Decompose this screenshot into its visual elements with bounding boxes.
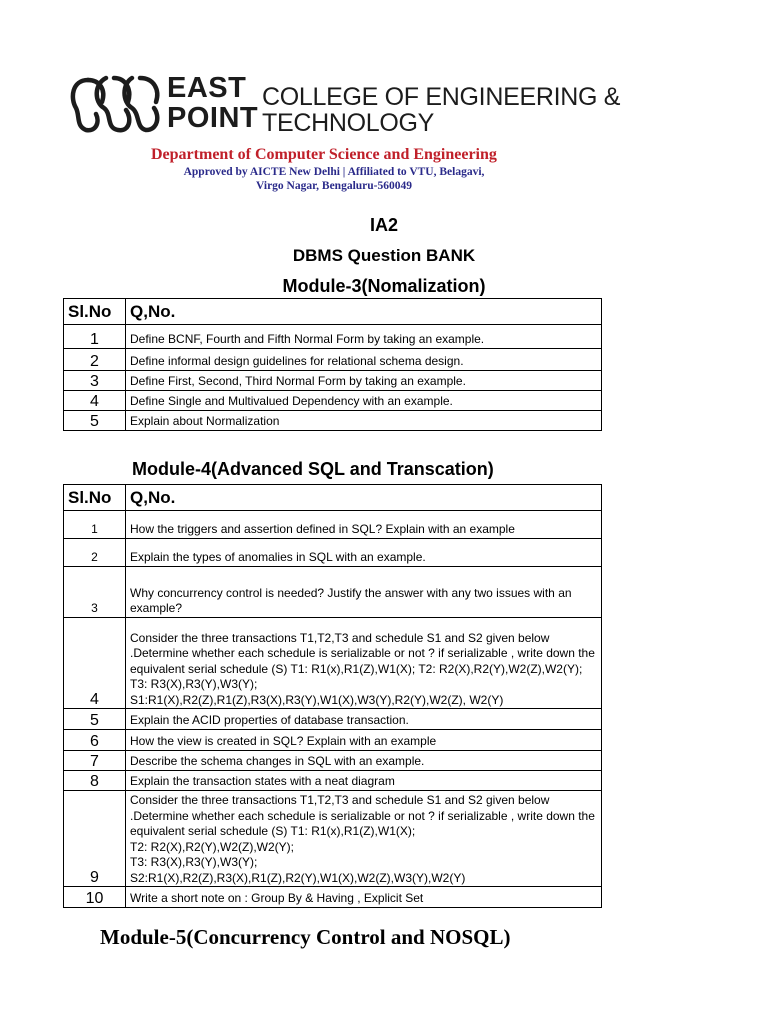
table-row [64, 371, 602, 391]
question-text: Explain the types of anomalies in SQL with an example. [126, 539, 602, 567]
question-number: 6 [64, 730, 126, 751]
question-number: 3 [64, 567, 126, 618]
question-text: Explain the transaction states with a neat diagram [126, 771, 602, 791]
question-text: Define informal design guidelines for relational schema design. [126, 349, 602, 371]
question-number: 10 [64, 887, 126, 908]
question-text: Define First, Second, Third Normal Form by taking an example. [126, 371, 602, 391]
table-row [64, 751, 602, 771]
question-number: 1 [64, 511, 126, 539]
question-number: 2 [64, 349, 126, 371]
question-number: 4 [64, 391, 126, 411]
table-row [64, 511, 602, 539]
module5-title: Module-5(Concurrency Control and NOSQL) [100, 925, 511, 949]
question-number: 4 [64, 618, 126, 709]
question-text: Explain about Normalization [126, 411, 602, 431]
logo-word-east: EAST [167, 72, 247, 104]
question-number: 9 [64, 791, 126, 887]
question-text: Define BCNF, Fourth and Fifth Normal Form by taking an example. [126, 325, 602, 349]
college-name-line1: COLLEGE OF ENGINEERING & [262, 83, 621, 111]
college-logo-icon [66, 72, 164, 136]
question-number: 5 [64, 709, 126, 730]
table-row [64, 618, 602, 709]
table-row [64, 709, 602, 730]
table-row [64, 771, 602, 791]
col-header-q: Q,No. [126, 299, 602, 325]
bank-title: DBMS Question BANK [292, 246, 476, 265]
question-number: 5 [64, 411, 126, 431]
college-name-line2: TECHNOLOGY [262, 109, 435, 137]
question-text: How the view is created in SQL? Explain with an example [126, 730, 602, 751]
question-text: Write a short note on : Group By & Having , Explicit Set [126, 887, 602, 908]
question-number: 8 [64, 771, 126, 791]
col-header-q: Q,No. [126, 485, 602, 511]
exam-title: IA2 [369, 215, 398, 235]
question-number: 7 [64, 751, 126, 771]
table-row [64, 791, 602, 887]
table-header-row [64, 485, 602, 511]
table-row [64, 349, 602, 371]
table-row [64, 567, 602, 618]
table-row [64, 325, 602, 349]
table-row [64, 391, 602, 411]
table-row [64, 411, 602, 431]
address-line: Virgo Nagar, Bengaluru-560049 [256, 180, 412, 192]
question-text: Describe the schema changes in SQL with an example. [126, 751, 602, 771]
table-row [64, 539, 602, 567]
col-header-sl: Sl.No [64, 299, 126, 325]
question-text: Consider the three transactions T1,T2,T3 and schedule S1 and S2 given below .Determine whether each schedule is serializable or not ? if serializable , write down the equivalent serial schedule (S) T1: R1(x),R1(Z),W1(X); T2: R2(X),R2(Y),W2(Z),W2(Y); T3: R3(X),R3(Y),W3(Y); S2:R1(X),R2(Z),R3(X),R1(Z),R2(Y),W1(X),W2(Z),W3(Y),W2(Y) [126, 791, 602, 887]
approval-info [176, 165, 492, 193]
question-number: 2 [64, 539, 126, 567]
question-text: Consider the three transactions T1,T2,T3 and schedule S1 and S2 given below .Determine whether each schedule is serializable or not ? if serializable , write down the equivalent serial schedule (S) T1: R1(x),R1(Z),W1(X); T2: R2(X),R2(Y),W2(Z),W2(Y); T3: R3(X),R3(Y),W3(Y); S1:R1(X),R2(Z),R1(Z),R3(X),R3(Y),W1(X),W3(Y),R2(Y),W2(Z), W2(Y) [126, 618, 602, 709]
question-text: Define Single and Multivalued Dependency with an example. [126, 391, 602, 411]
question-number: 3 [64, 371, 126, 391]
table-header-row [64, 299, 602, 325]
table-row [64, 887, 602, 908]
question-text: How the triggers and assertion defined in SQL? Explain with an example [126, 511, 602, 539]
module3-title: Module-3(Nomalization) [282, 276, 486, 296]
logo-word-point: POINT [167, 102, 259, 134]
approval-line1: Approved by AICTE New Delhi | Affiliated to VTU, Belagavi, [183, 166, 485, 178]
question-text: Why concurrency control is needed? Justify the answer with any two issues with an example? [126, 567, 602, 618]
table-row [64, 730, 602, 751]
col-header-sl: Sl.No [64, 485, 126, 511]
department-name: Department of Computer Science and Engineering [151, 146, 497, 163]
question-text: Explain the ACID properties of database transaction. [126, 709, 602, 730]
module4-title: Module-4(Advanced SQL and Transcation) [132, 459, 494, 479]
module3-table [63, 298, 602, 431]
module4-table [63, 484, 602, 908]
question-number: 1 [64, 325, 126, 349]
